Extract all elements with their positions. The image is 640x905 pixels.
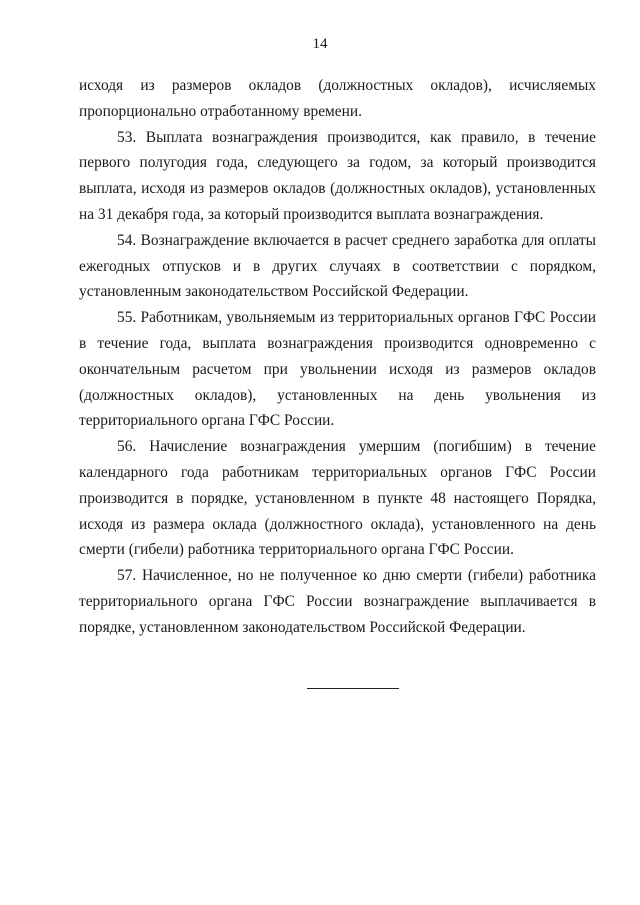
end-separator-line <box>307 688 399 689</box>
paragraph-57: 57. Начисленное, но не полученное ко дню смерти (гибели) работника территориального органа ГФС России вознаграждение выплачивается в порядке, установленном законодательством Российской Федерации. <box>79 567 596 636</box>
paragraph-55: 55. Работникам, увольняемым из территориальных органов ГФС России в течение года, выплата вознаграждения производится одновременно с окончательным расчетом при увольнении исходя из размеров окладов (должностных окладов), установленных на день увольнения из территориального органа ГФС России. <box>79 309 596 430</box>
paragraph-53: 53. Выплата вознаграждения производится, как правило, в течение первого полугодия года, следующего за годом, за который производится выплата, исходя из размеров окладов (должностных окладов), установленных на 31 декабря года, за который производится выплата вознаграждения. <box>79 128 596 223</box>
paragraph-56: 56. Начисление вознаграждения умершим (погибшим) в течение календарного года работникам территориальных органов ГФС России производится в порядке, установленном в пункте 48 настоящего Порядка, исходя из размера оклада (должностного оклада), установленного на день смерти (гибели) работника территориального органа ГФС России. <box>79 438 596 559</box>
document-body <box>79 73 596 641</box>
page-number: 14 <box>312 36 328 52</box>
paragraph-continuation: исходя из размеров окладов (должностных окладов), исчисляемых пропорционально отработанному времени. <box>79 77 596 120</box>
paragraph-54: 54. Вознаграждение включается в расчет среднего заработка для оплаты ежегодных отпусков и в других случаях в соответствии с порядком, установленным законодательством Российской Федерации. <box>79 231 596 301</box>
